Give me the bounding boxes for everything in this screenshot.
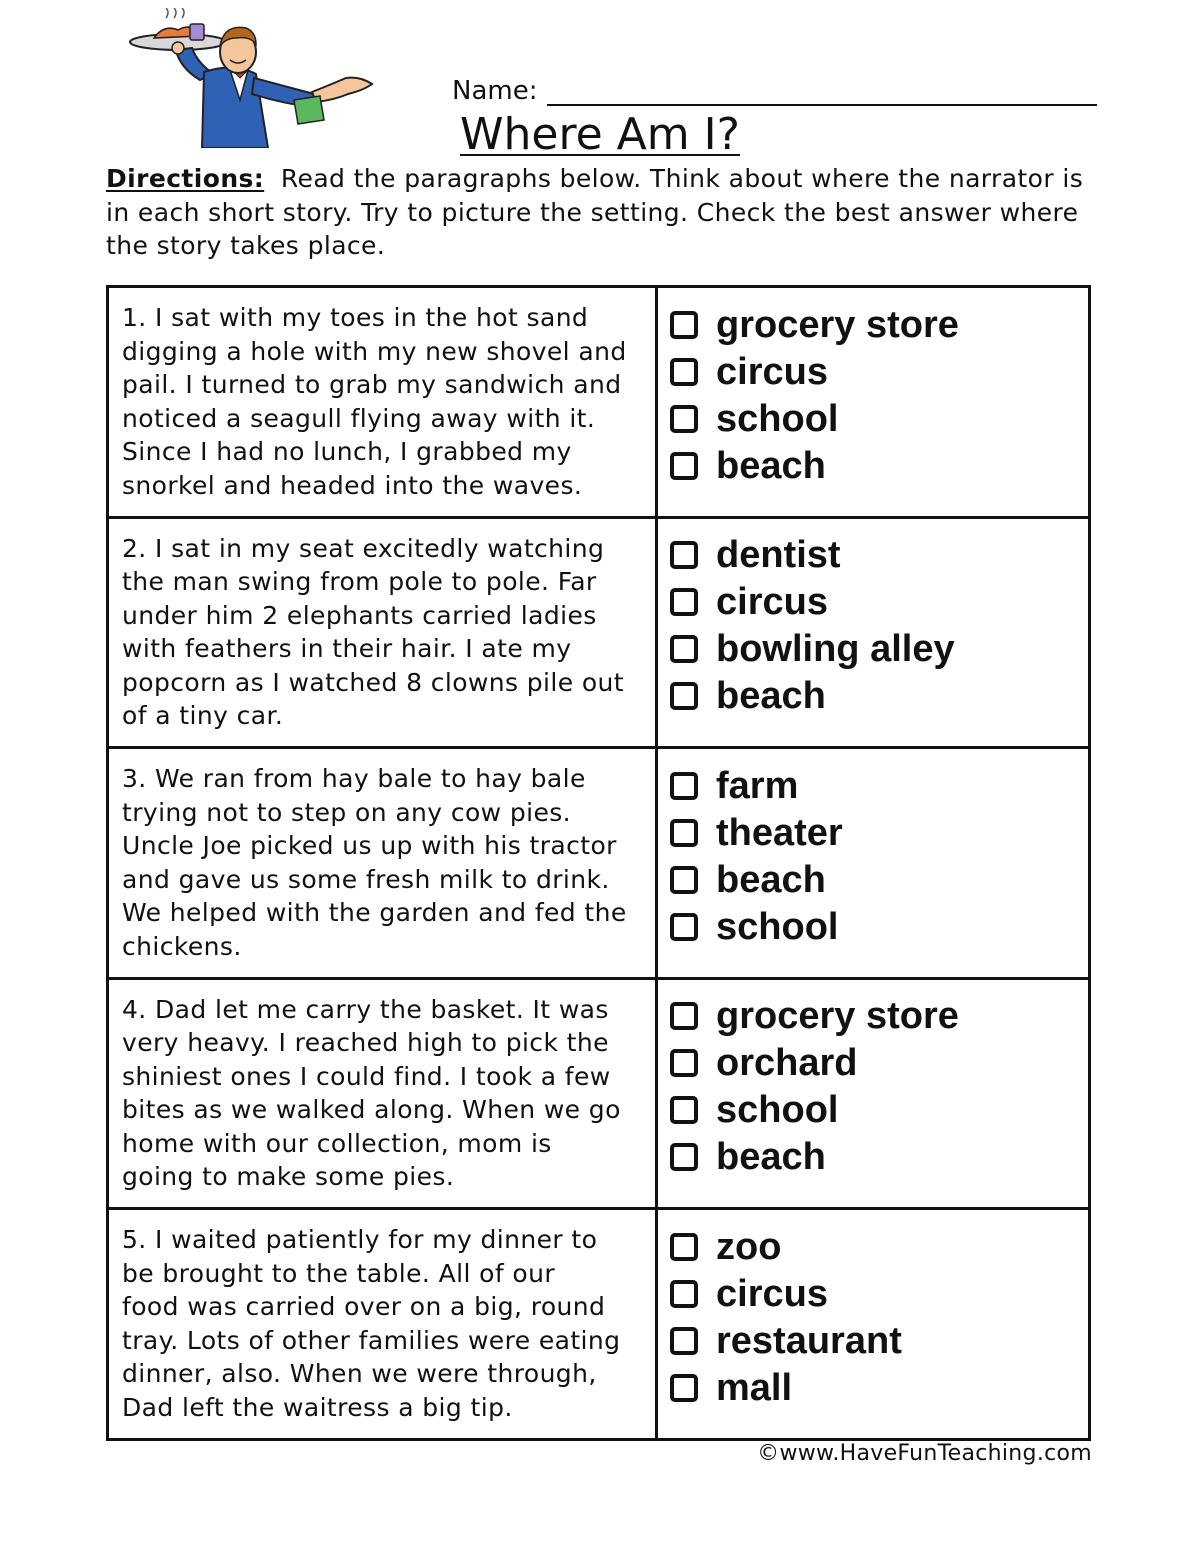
- answer-option[interactable]: [670, 442, 1088, 489]
- option-label: circus: [716, 350, 828, 393]
- options-cell: [657, 517, 1090, 748]
- answer-option[interactable]: [670, 395, 1088, 442]
- option-label: beach: [716, 858, 826, 901]
- story-text: 1. I sat with my toes in the hot sand digging a hole with my new shovel and pail. I turned to grab my sandwich and noticed a seagull flying away with it. Since I had no lunch, I grabbed my snorkel and headed into the waves.: [122, 303, 627, 500]
- checkbox-icon[interactable]: [670, 1327, 698, 1355]
- copyright: ©www.HaveFunTeaching.com: [757, 1441, 1092, 1466]
- checkbox-icon[interactable]: [670, 819, 698, 847]
- answer-option[interactable]: [670, 809, 1088, 856]
- story-cell: [108, 287, 657, 518]
- option-label: school: [716, 397, 839, 440]
- option-label: zoo: [716, 1225, 782, 1268]
- option-label: grocery store: [716, 995, 959, 1038]
- questions-table: [106, 285, 1091, 1441]
- answer-option[interactable]: [670, 673, 1088, 720]
- checkbox-icon[interactable]: [670, 1280, 698, 1308]
- answer-option[interactable]: [670, 301, 1088, 348]
- question-row: [108, 287, 1090, 518]
- answer-option[interactable]: [670, 1223, 1088, 1270]
- checkbox-icon[interactable]: [670, 682, 698, 710]
- answer-option[interactable]: [670, 626, 1088, 673]
- answer-option[interactable]: [670, 1134, 1088, 1181]
- option-label: grocery store: [716, 303, 959, 346]
- option-label: beach: [716, 444, 826, 487]
- checkbox-icon[interactable]: [670, 913, 698, 941]
- answer-option[interactable]: [670, 1270, 1088, 1317]
- checkbox-icon[interactable]: [670, 1143, 698, 1171]
- answer-option[interactable]: [670, 903, 1088, 950]
- option-label: restaurant: [716, 1319, 902, 1362]
- name-row: [452, 70, 1097, 106]
- story-text: 5. I waited patiently for my dinner to be brought to the table. All of our food was carried over on a big, round tray. Lots of other families were eating dinner, also. When we were through, Dad left the waitress a big tip.: [122, 1225, 621, 1422]
- option-label: school: [716, 905, 839, 948]
- answer-option[interactable]: [670, 532, 1088, 579]
- answer-option[interactable]: [670, 856, 1088, 903]
- name-label: Name:: [452, 76, 538, 106]
- checkbox-icon[interactable]: [670, 1233, 698, 1261]
- story-cell: [108, 1209, 657, 1440]
- checkbox-icon[interactable]: [670, 452, 698, 480]
- answer-option[interactable]: [670, 1087, 1088, 1134]
- option-label: circus: [716, 581, 828, 624]
- story-cell: [108, 748, 657, 979]
- question-row: [108, 517, 1090, 748]
- option-label: bowling alley: [716, 628, 955, 671]
- answer-option[interactable]: [670, 1040, 1088, 1087]
- question-row: [108, 978, 1090, 1209]
- answer-option[interactable]: [670, 348, 1088, 395]
- story-cell: [108, 978, 657, 1209]
- options-cell: [657, 978, 1090, 1209]
- story-cell: [108, 517, 657, 748]
- option-label: circus: [716, 1272, 828, 1315]
- option-label: theater: [716, 811, 843, 854]
- answer-option[interactable]: [670, 579, 1088, 626]
- checkbox-icon[interactable]: [670, 1049, 698, 1077]
- checkbox-icon[interactable]: [670, 541, 698, 569]
- option-label: school: [716, 1089, 839, 1132]
- checkbox-icon[interactable]: [670, 405, 698, 433]
- option-label: orchard: [716, 1042, 858, 1085]
- answer-option[interactable]: [670, 1317, 1088, 1364]
- options-cell: [657, 748, 1090, 979]
- option-label: beach: [716, 1136, 826, 1179]
- options-cell: [657, 1209, 1090, 1440]
- answer-option[interactable]: [670, 1364, 1088, 1411]
- checkbox-icon[interactable]: [670, 635, 698, 663]
- directions-text: Read the paragraphs below. Think about where the narrator is in each short story. Try to picture the setting. Check the best answer where the story takes place.: [106, 164, 1084, 260]
- option-label: farm: [716, 764, 799, 807]
- page-title: Where Am I?: [460, 109, 740, 160]
- checkbox-icon[interactable]: [670, 311, 698, 339]
- answer-option[interactable]: [670, 762, 1088, 809]
- checkbox-icon[interactable]: [670, 1096, 698, 1124]
- question-row: [108, 748, 1090, 979]
- checkbox-icon[interactable]: [670, 866, 698, 894]
- story-text: 2. I sat in my seat excitedly watching the man swing from pole to pole. Far under him 2 elephants carried ladies with feathers in their hair. I ate my popcorn as I watched 8 clowns pile out of a tiny car.: [122, 533, 625, 731]
- checkbox-icon[interactable]: [670, 1002, 698, 1030]
- option-label: mall: [716, 1366, 793, 1409]
- directions-lead: Directions:: [106, 164, 265, 193]
- option-label: beach: [716, 675, 826, 718]
- directions: [106, 162, 1096, 263]
- option-label: dentist: [716, 534, 841, 577]
- options-cell: [657, 287, 1090, 518]
- question-row: [108, 1209, 1090, 1440]
- answer-option[interactable]: [670, 993, 1088, 1040]
- story-text: 3. We ran from hay bale to hay bale trying not to step on any cow pies. Uncle Joe picked us up with his tractor and gave us some fresh milk to drink. We helped with the garden and fed the chickens.: [122, 764, 627, 961]
- checkbox-icon[interactable]: [670, 358, 698, 386]
- name-field[interactable]: [547, 78, 1097, 106]
- checkbox-icon[interactable]: [670, 1374, 698, 1402]
- story-text: 4. Dad let me carry the basket. It was very heavy. I reached high to pick the shiniest ones I could find. I took a few bites as we walked along. When we go home with our collection, mom is going to make some pies.: [122, 994, 621, 1192]
- checkbox-icon[interactable]: [670, 772, 698, 800]
- checkbox-icon[interactable]: [670, 588, 698, 616]
